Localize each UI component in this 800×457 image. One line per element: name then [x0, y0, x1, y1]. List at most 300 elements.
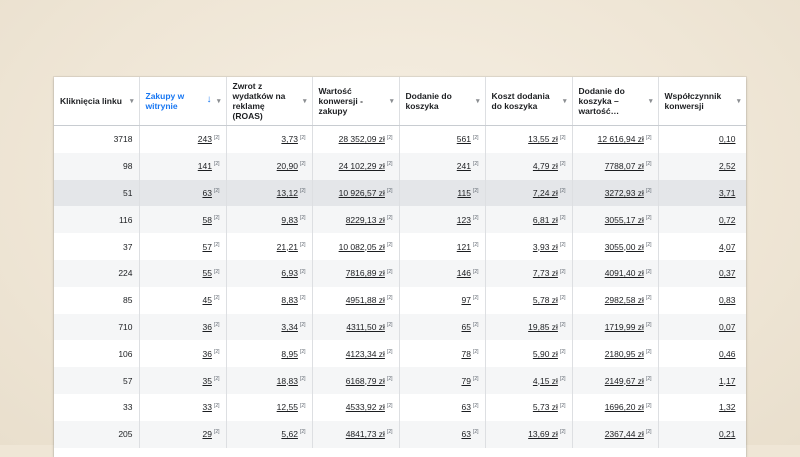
cell-value[interactable]: 3055,17 zł — [604, 214, 644, 225]
cell-value[interactable]: 2367,44 zł — [604, 429, 644, 440]
cell-value[interactable]: 0,07 — [718, 321, 736, 332]
footnote-marker: [2] — [472, 295, 479, 302]
cell-value[interactable]: 4,07 — [718, 241, 736, 252]
cell-value[interactable]: 8,83 — [281, 295, 298, 306]
cell-value[interactable]: 1,32 — [718, 402, 736, 413]
footnote-marker: [2] — [559, 375, 566, 382]
cell-add-to-cart[interactable] — [399, 394, 485, 421]
cell-purchases[interactable] — [139, 153, 226, 180]
column-header-conversion-rate[interactable] — [658, 77, 746, 126]
footnote-marker: [2] — [299, 134, 306, 141]
cell-roas[interactable] — [226, 367, 312, 394]
cell-cost-per-atc[interactable] — [485, 233, 572, 260]
cell-value[interactable]: 2,52 — [718, 161, 736, 172]
cell-clicks — [54, 260, 139, 287]
footnote-marker: [2] — [299, 268, 306, 275]
cell-purchases[interactable] — [139, 367, 226, 394]
cell-value[interactable]: 28 352,09 zł — [338, 134, 385, 145]
table-row[interactable] — [54, 260, 746, 287]
cell-add-to-cart[interactable] — [399, 126, 485, 153]
cell-purchases[interactable] — [139, 421, 226, 448]
cell-value[interactable]: 3272,93 zł — [604, 187, 644, 198]
footnote-marker: [2] — [645, 134, 652, 141]
column-header-website-purchases[interactable] — [139, 77, 226, 126]
footnote-marker: [2] — [559, 295, 566, 302]
footnote-marker: [2] — [299, 161, 306, 168]
cell-value[interactable]: 5,73 zł — [532, 402, 558, 413]
cell-conv-rate[interactable] — [658, 180, 746, 207]
column-header-cost-per-add-to-cart[interactable] — [485, 77, 572, 126]
footnote-marker: [2] — [472, 375, 479, 382]
cell-value: 3718 — [113, 134, 133, 145]
cell-cost-per-atc[interactable] — [485, 260, 572, 287]
cell-roas[interactable] — [226, 314, 312, 341]
footnote-marker: [2] — [386, 134, 393, 141]
footnote-marker: [2] — [386, 322, 393, 329]
footnote-marker: [2] — [299, 375, 306, 382]
cell-value: 51 — [123, 187, 133, 198]
column-menu-chevron-icon[interactable]: ▾ — [302, 98, 307, 105]
cell-value[interactable]: 241 — [456, 161, 471, 172]
column-menu-chevron-icon[interactable]: ▾ — [475, 98, 480, 105]
footnote-marker: [2] — [213, 348, 220, 355]
footnote-marker: [2] — [645, 188, 652, 195]
footnote-marker: [2] — [386, 268, 393, 275]
cell-value[interactable]: 7788,07 zł — [604, 161, 644, 172]
cell-conv-value[interactable] — [312, 314, 399, 341]
cell-value[interactable]: 19,85 zł — [528, 321, 558, 332]
cell-clicks — [54, 340, 139, 367]
cell-value: 85 — [123, 295, 133, 306]
cell-purchases[interactable] — [139, 260, 226, 287]
cell-roas[interactable] — [226, 206, 312, 233]
cell-value[interactable]: 12,55 — [276, 402, 298, 413]
cell-value[interactable]: 6,93 — [281, 268, 298, 279]
cell-value[interactable]: 3,34 — [281, 321, 298, 332]
footnote-marker: [2] — [472, 348, 479, 355]
cell-cost-per-atc[interactable] — [485, 394, 572, 421]
cell-purchases[interactable] — [139, 233, 226, 260]
cell-cost-per-atc[interactable] — [485, 421, 572, 448]
footnote-marker: [2] — [559, 348, 566, 355]
cell-value[interactable]: 65 — [461, 321, 471, 332]
cell-conv-value[interactable] — [312, 180, 399, 207]
cell-value: 57 — [123, 375, 133, 386]
cell-clicks — [54, 314, 139, 341]
column-header-conversion-value[interactable] — [312, 77, 399, 126]
cell-value[interactable]: 0,37 — [718, 268, 736, 279]
footnote-marker: [2] — [213, 295, 220, 302]
cell-roas[interactable] — [226, 260, 312, 287]
footnote-marker: [2] — [559, 402, 566, 409]
cell-conv-rate[interactable] — [658, 126, 746, 153]
column-header-label: Zakupy w witrynie — [145, 91, 185, 111]
cell-add-to-cart[interactable] — [399, 314, 485, 341]
cell-clicks — [54, 180, 139, 207]
cell-value[interactable]: 0,21 — [718, 429, 736, 440]
cell-value[interactable]: 3,73 — [281, 134, 298, 145]
cell-add-to-cart[interactable] — [399, 206, 485, 233]
cell-conv-rate[interactable] — [658, 421, 746, 448]
cell-value[interactable]: 1696,20 zł — [604, 402, 644, 413]
footnote-marker: [2] — [559, 268, 566, 275]
cell-clicks — [54, 153, 139, 180]
cell-atc-value[interactable] — [572, 314, 658, 341]
cell-purchases[interactable] — [139, 394, 226, 421]
cell-value[interactable]: 13,69 zł — [528, 429, 558, 440]
footnote-marker: [2] — [386, 214, 393, 221]
cell-value[interactable]: 8,95 — [281, 348, 298, 359]
column-header-label: Wartość konwersji - zakupy — [318, 86, 363, 116]
table-row[interactable] — [54, 340, 746, 367]
footnote-marker: [2] — [299, 295, 306, 302]
footnote-marker: [2] — [472, 161, 479, 168]
footnote-marker: [2] — [645, 241, 652, 248]
cell-value[interactable]: 561 — [456, 134, 471, 145]
cell-add-to-cart[interactable] — [399, 421, 485, 448]
cell-conv-rate[interactable] — [658, 340, 746, 367]
footnote-marker: [2] — [645, 429, 652, 436]
footnote-marker: [2] — [472, 402, 479, 409]
footnote-marker: [2] — [559, 134, 566, 141]
cell-cost-per-atc[interactable] — [485, 153, 572, 180]
column-header-label: Współczynnik konwersji — [664, 91, 722, 111]
cell-conv-value[interactable] — [312, 126, 399, 153]
cell-add-to-cart[interactable] — [399, 153, 485, 180]
cell-value: 205 — [118, 429, 133, 440]
cell-value[interactable]: 18,83 — [276, 375, 298, 386]
cell-value[interactable]: 3,93 zł — [532, 241, 558, 252]
cell-cost-per-atc[interactable] — [485, 314, 572, 341]
cell-cost-per-atc[interactable] — [485, 367, 572, 394]
cell-value[interactable]: 58 — [202, 214, 212, 225]
footnote-marker: [2] — [299, 348, 306, 355]
column-menu-chevron-icon[interactable]: ▾ — [736, 98, 741, 105]
table-row[interactable] — [54, 287, 746, 314]
cell-roas[interactable] — [226, 153, 312, 180]
cell-roas[interactable] — [226, 421, 312, 448]
cell-clicks — [54, 394, 139, 421]
cell-value: 98 — [123, 161, 133, 172]
cell-value[interactable]: 6168,79 zł — [345, 375, 385, 386]
footnote-marker: [2] — [299, 188, 306, 195]
cell-value[interactable]: 9,83 — [281, 214, 298, 225]
cell-cost-per-atc[interactable] — [485, 206, 572, 233]
cell-conv-value[interactable] — [312, 394, 399, 421]
column-header-roas[interactable] — [226, 77, 312, 126]
cell-value[interactable]: 35 — [202, 375, 212, 386]
footnote-marker: [2] — [472, 214, 479, 221]
ads-results-table — [54, 77, 746, 457]
cell-atc-value[interactable] — [572, 394, 658, 421]
footnote-marker: [2] — [386, 295, 393, 302]
column-menu-chevron-icon[interactable]: ▾ — [216, 98, 221, 105]
footnote-marker: [2] — [386, 375, 393, 382]
footnote-marker: [2] — [299, 214, 306, 221]
cell-value[interactable]: 21,21 — [276, 241, 298, 252]
column-menu-chevron-icon[interactable]: ▾ — [129, 98, 134, 105]
cell-add-to-cart[interactable] — [399, 233, 485, 260]
cell-conv-rate[interactable] — [658, 394, 746, 421]
footnote-marker: [2] — [213, 188, 220, 195]
cell-value[interactable]: 4,79 zł — [532, 161, 558, 172]
cell-conv-rate[interactable] — [658, 367, 746, 394]
footnote-marker: [2] — [299, 322, 306, 329]
cell-add-to-cart[interactable] — [399, 260, 485, 287]
cell-value[interactable]: 4091,40 zł — [604, 268, 644, 279]
footnote-marker: [2] — [299, 402, 306, 409]
cell-value[interactable]: 2149,67 zł — [604, 375, 644, 386]
column-menu-chevron-icon[interactable]: ▾ — [562, 98, 567, 105]
cell-atc-value[interactable] — [572, 367, 658, 394]
cell-atc-value[interactable] — [572, 206, 658, 233]
footnote-marker: [2] — [386, 402, 393, 409]
cell-value[interactable]: 5,78 zł — [532, 295, 558, 306]
footnote-marker: [2] — [213, 241, 220, 248]
table-row[interactable] — [54, 180, 746, 207]
footnote-marker: [2] — [386, 161, 393, 168]
footnote-marker: [2] — [559, 322, 566, 329]
header-row — [54, 77, 746, 126]
column-menu-chevron-icon[interactable]: ▾ — [648, 98, 653, 105]
cell-value[interactable]: 45 — [202, 295, 212, 306]
cell-conv-rate[interactable] — [658, 287, 746, 314]
cell-add-to-cart[interactable] — [399, 287, 485, 314]
cell-value[interactable]: 5,90 zł — [532, 348, 558, 359]
footnote-marker: [2] — [386, 348, 393, 355]
footnote-marker: [2] — [645, 402, 652, 409]
table-row[interactable] — [54, 421, 746, 448]
footnote-marker: [2] — [559, 161, 566, 168]
table-row[interactable] — [54, 233, 746, 260]
cell-value[interactable]: 1,17 — [718, 375, 736, 386]
cell-value[interactable]: 0,83 — [718, 295, 736, 306]
cell-atc-value[interactable] — [572, 421, 658, 448]
metrics-table — [54, 77, 746, 448]
footnote-marker: [2] — [213, 268, 220, 275]
footnote-marker: [2] — [559, 214, 566, 221]
column-header-label: Kliknięcia linku — [60, 96, 122, 106]
cell-value[interactable]: 146 — [456, 268, 471, 279]
cell-value[interactable]: 13,55 zł — [528, 134, 558, 145]
cell-atc-value[interactable] — [572, 233, 658, 260]
cell-value[interactable]: 12 616,94 zł — [597, 134, 644, 145]
footnote-marker: [2] — [472, 322, 479, 329]
cell-roas[interactable] — [226, 126, 312, 153]
cell-value[interactable]: 2180,95 zł — [604, 348, 644, 359]
footnote-marker: [2] — [213, 134, 220, 141]
footnote-marker: [2] — [213, 402, 220, 409]
cell-roas[interactable] — [226, 340, 312, 367]
cell-roas[interactable] — [226, 287, 312, 314]
cell-roas[interactable] — [226, 394, 312, 421]
cell-value[interactable]: 57 — [202, 241, 212, 252]
cell-conv-rate[interactable] — [658, 206, 746, 233]
cell-conv-value[interactable] — [312, 421, 399, 448]
cell-value: 224 — [118, 268, 133, 279]
footnote-marker: [2] — [559, 188, 566, 195]
footnote-marker: [2] — [645, 161, 652, 168]
cell-value[interactable]: 4533,92 zł — [345, 402, 385, 413]
table-body — [54, 126, 746, 448]
footnote-marker: [2] — [386, 241, 393, 248]
cell-value[interactable]: 2982,58 zł — [604, 295, 644, 306]
table-row[interactable] — [54, 206, 746, 233]
cell-value[interactable]: 0,10 — [718, 134, 736, 145]
cell-conv-rate[interactable] — [658, 153, 746, 180]
table-row[interactable] — [54, 153, 746, 180]
cell-value[interactable]: 63 — [202, 187, 212, 198]
sort-descending-icon[interactable]: ↓ — [206, 94, 212, 105]
footnote-marker: [2] — [299, 429, 306, 436]
cell-value[interactable]: 10 926,57 zł — [338, 187, 385, 198]
footnote-marker: [2] — [386, 429, 393, 436]
table-row[interactable] — [54, 314, 746, 341]
column-header-label: Dodanie do koszyka – wartość… — [578, 86, 625, 116]
cell-value[interactable]: 55 — [202, 268, 212, 279]
footnote-marker: [2] — [645, 295, 652, 302]
cell-value[interactable]: 3055,00 zł — [604, 241, 644, 252]
cell-value[interactable]: 141 — [197, 161, 212, 172]
footnote-marker: [2] — [472, 188, 479, 195]
table-row[interactable] — [54, 126, 746, 153]
cell-value[interactable]: 8229,13 zł — [345, 214, 385, 225]
cell-value[interactable]: 7816,89 zł — [345, 268, 385, 279]
cell-purchases[interactable] — [139, 206, 226, 233]
footnote-marker: [2] — [645, 214, 652, 221]
cell-value[interactable]: 4951,88 zł — [345, 295, 385, 306]
cell-value[interactable]: 10 082,05 zł — [338, 241, 385, 252]
cell-value[interactable]: 7,24 zł — [532, 187, 558, 198]
cell-value: 106 — [118, 348, 133, 359]
cell-value[interactable]: 78 — [461, 348, 471, 359]
footnote-marker: [2] — [472, 429, 479, 436]
column-header-label: Dodanie do koszyka — [405, 91, 452, 111]
cell-value: 33 — [123, 402, 133, 413]
cell-value[interactable]: 79 — [461, 375, 471, 386]
column-header-label: Zwrot z wydatków na reklamę (ROAS) — [232, 81, 286, 121]
cell-conv-value[interactable] — [312, 153, 399, 180]
cell-value[interactable]: 63 — [461, 429, 471, 440]
cell-atc-value[interactable] — [572, 287, 658, 314]
cell-value[interactable]: 123 — [456, 214, 471, 225]
footnote-marker: [2] — [645, 375, 652, 382]
cell-conv-value[interactable] — [312, 206, 399, 233]
cell-value[interactable]: 1719,99 zł — [604, 321, 644, 332]
cell-atc-value[interactable] — [572, 153, 658, 180]
column-header-add-to-cart[interactable] — [399, 77, 485, 126]
column-header-link-clicks[interactable] — [54, 77, 139, 126]
cell-conv-value[interactable] — [312, 340, 399, 367]
cell-add-to-cart[interactable] — [399, 340, 485, 367]
cell-purchases[interactable] — [139, 180, 226, 207]
cell-clicks — [54, 233, 139, 260]
cell-purchases[interactable] — [139, 340, 226, 367]
footnote-marker: [2] — [472, 241, 479, 248]
footnote-marker: [2] — [559, 241, 566, 248]
cell-cost-per-atc[interactable] — [485, 340, 572, 367]
cell-value[interactable]: 36 — [202, 321, 212, 332]
table-row[interactable] — [54, 394, 746, 421]
cell-value[interactable]: 5,62 — [281, 429, 298, 440]
cell-clicks — [54, 287, 139, 314]
footnote-marker: [2] — [472, 268, 479, 275]
cell-purchases[interactable] — [139, 314, 226, 341]
cell-add-to-cart[interactable] — [399, 180, 485, 207]
footnote-marker: [2] — [213, 161, 220, 168]
cell-value[interactable]: 0,46 — [718, 348, 736, 359]
cell-cost-per-atc[interactable] — [485, 180, 572, 207]
footnote-marker: [2] — [645, 322, 652, 329]
cell-conv-value[interactable] — [312, 367, 399, 394]
footnote-marker: [2] — [213, 322, 220, 329]
cell-value[interactable]: 97 — [461, 295, 471, 306]
cell-value[interactable]: 24 102,29 zł — [338, 161, 385, 172]
cell-add-to-cart[interactable] — [399, 367, 485, 394]
footnote-marker: [2] — [559, 429, 566, 436]
cell-atc-value[interactable] — [572, 126, 658, 153]
cell-value[interactable]: 121 — [456, 241, 471, 252]
footnote-marker: [2] — [645, 268, 652, 275]
cell-clicks — [54, 206, 139, 233]
cell-value[interactable]: 3,71 — [718, 187, 736, 198]
cell-value: 710 — [118, 321, 133, 332]
cell-value[interactable]: 13,12 — [276, 187, 298, 198]
cell-value: 116 — [118, 214, 133, 225]
cell-clicks — [54, 367, 139, 394]
column-header-label: Koszt dodania do koszyka — [491, 91, 550, 111]
cell-value[interactable]: 6,81 zł — [532, 214, 558, 225]
cell-cost-per-atc[interactable] — [485, 287, 572, 314]
cell-value[interactable]: 63 — [461, 402, 471, 413]
cell-value[interactable]: 4123,34 zł — [345, 348, 385, 359]
table-row[interactable] — [54, 367, 746, 394]
cell-value[interactable]: 33 — [202, 402, 212, 413]
cell-conv-value[interactable] — [312, 287, 399, 314]
cell-conv-rate[interactable] — [658, 233, 746, 260]
footnote-marker: [2] — [213, 214, 220, 221]
cell-value[interactable]: 20,90 — [276, 161, 298, 172]
cell-value: 37 — [123, 241, 133, 252]
cell-value[interactable]: 115 — [457, 187, 471, 198]
footnote-marker: [2] — [299, 241, 306, 248]
cell-conv-rate[interactable] — [658, 260, 746, 287]
cell-purchases[interactable] — [139, 126, 226, 153]
cell-value[interactable]: 243 — [197, 134, 212, 145]
cell-conv-rate[interactable] — [658, 314, 746, 341]
cell-roas[interactable] — [226, 233, 312, 260]
cell-value[interactable]: 4,15 zł — [532, 375, 558, 386]
column-header-add-to-cart-value[interactable] — [572, 77, 658, 126]
cell-value[interactable]: 4841,73 zł — [345, 429, 385, 440]
cell-atc-value[interactable] — [572, 340, 658, 367]
cell-roas[interactable] — [226, 180, 312, 207]
cell-value[interactable]: 0,72 — [718, 214, 736, 225]
footnote-marker: [2] — [213, 375, 220, 382]
cell-conv-value[interactable] — [312, 260, 399, 287]
column-menu-chevron-icon[interactable]: ▾ — [389, 98, 394, 105]
cell-atc-value[interactable] — [572, 260, 658, 287]
cell-atc-value[interactable] — [572, 180, 658, 207]
cell-conv-value[interactable] — [312, 233, 399, 260]
cell-purchases[interactable] — [139, 287, 226, 314]
cell-value[interactable]: 29 — [202, 429, 212, 440]
cell-value[interactable]: 7,73 zł — [532, 268, 558, 279]
cell-value[interactable]: 36 — [202, 348, 212, 359]
cell-clicks — [54, 126, 139, 153]
cell-cost-per-atc[interactable] — [485, 126, 572, 153]
cell-value[interactable]: 4311,50 zł — [346, 321, 385, 332]
